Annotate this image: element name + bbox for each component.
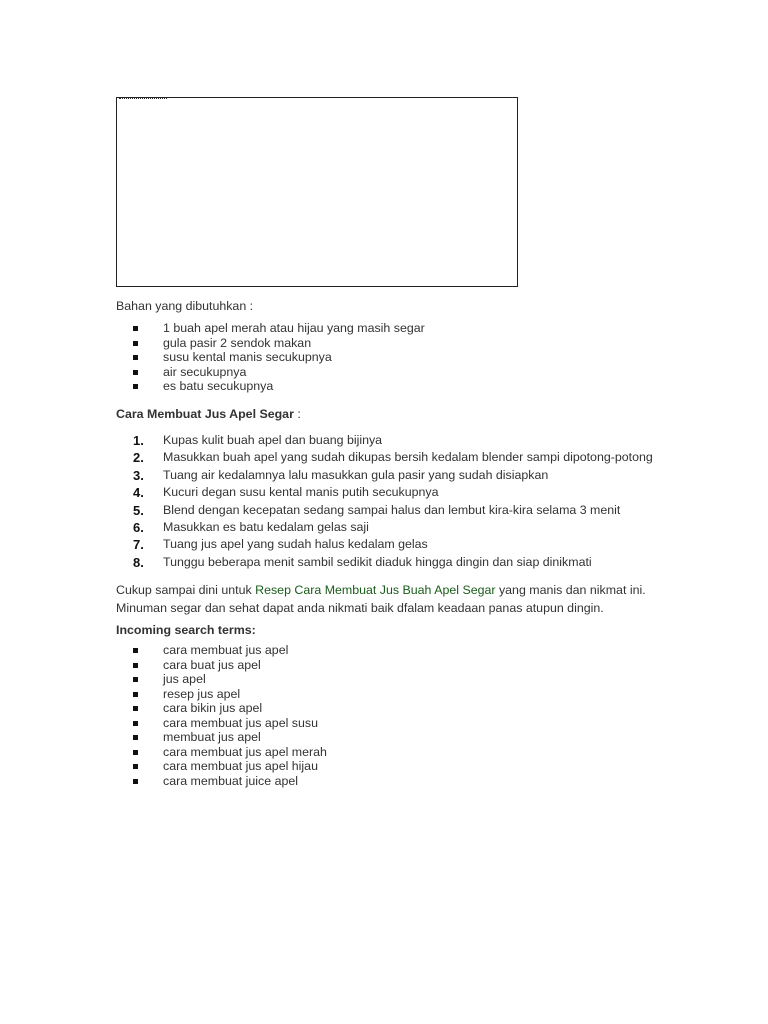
list-item <box>116 716 696 731</box>
step-text: Tuang jus apel yang sudah halus kedalam gelas <box>163 537 428 552</box>
square-bullet-icon <box>133 706 138 711</box>
method-title-suffix: : <box>293 407 301 421</box>
square-bullet-icon <box>133 355 138 360</box>
ingredient-text: air secukupnya <box>163 364 247 379</box>
search-terms-list <box>116 643 696 788</box>
step-text: Blend dengan kecepatan sedang sampai halus dan lembut kira-kira selama 3 menit <box>163 502 621 517</box>
square-bullet-icon <box>133 677 138 682</box>
list-item <box>116 658 696 673</box>
list-item <box>116 730 696 745</box>
broken-image-placeholder <box>116 97 518 287</box>
list-item <box>116 554 696 571</box>
square-bullet-icon <box>133 779 138 784</box>
step-number: 2. <box>133 450 144 466</box>
closing-paragraph <box>116 581 676 617</box>
search-term-text: cara bikin jus apel <box>163 701 263 715</box>
step-text: Masukkan buah apel yang sudah dikupas bersih kedalam blender sampi dipotong-potong <box>163 450 653 465</box>
list-item <box>116 759 696 774</box>
list-item <box>116 379 696 394</box>
step-text: Kucuri degan susu kental manis putih secukupnya <box>163 485 439 500</box>
search-term-text: cara membuat jus apel hijau <box>163 759 318 773</box>
step-text: Tuang air kedalamnya lalu masukkan gula pasir yang sudah disiapkan <box>163 467 549 482</box>
square-bullet-icon <box>133 384 138 389</box>
method-heading <box>116 406 696 422</box>
step-text: Tunggu beberapa menit sambil sedikit diaduk hingga dingin dan siap dinikmati <box>163 554 592 569</box>
square-bullet-icon <box>133 370 138 375</box>
step-text: Masukkan es batu kedalam gelas saji <box>163 519 369 534</box>
list-item <box>116 365 696 380</box>
square-bullet-icon <box>133 764 138 769</box>
step-text: Kupas kulit buah apel dan buang bijinya <box>163 433 383 447</box>
ingredients-title: Bahan yang dibutuhkan : <box>116 299 254 313</box>
list-item <box>116 432 696 449</box>
list-item <box>116 687 696 702</box>
list-item <box>116 502 696 519</box>
step-number: 1. <box>133 433 144 448</box>
image-broken-icon <box>119 98 167 101</box>
square-bullet-icon <box>133 692 138 697</box>
step-number: 8. <box>133 554 144 570</box>
square-bullet-icon <box>133 750 138 755</box>
search-term-text: cara buat jus apel <box>163 657 261 672</box>
list-item <box>116 449 696 466</box>
step-number: 6. <box>133 519 144 535</box>
list-item <box>116 519 696 536</box>
square-bullet-icon <box>133 735 138 740</box>
list-item <box>116 701 696 716</box>
ingredient-text: susu kental manis secukupnya <box>163 350 332 364</box>
square-bullet-icon <box>133 326 138 331</box>
step-number: 4. <box>133 485 144 501</box>
ingredient-text: gula pasir 2 sendok makan <box>163 335 312 350</box>
square-bullet-icon <box>133 648 138 653</box>
search-term-text: jus apel <box>163 672 206 686</box>
recipe-link[interactable]: Resep Cara Membuat Jus Buah Apel Segar <box>255 583 496 597</box>
square-bullet-icon <box>133 721 138 726</box>
step-number: 3. <box>133 467 144 483</box>
square-bullet-icon <box>133 341 138 346</box>
list-item <box>116 321 696 336</box>
list-item <box>116 467 696 484</box>
list-item <box>116 350 696 365</box>
method-title: Cara Membuat Jus Apel Segar <box>116 407 294 421</box>
search-term-text: membuat jus apel <box>163 730 261 744</box>
list-item <box>116 536 696 553</box>
square-bullet-icon <box>133 663 138 668</box>
search-term-text: cara membuat juice apel <box>163 773 298 788</box>
search-term-text: cara membuat jus apel merah <box>163 744 327 759</box>
ingredient-text: 1 buah apel merah atau hijau yang masih segar <box>163 321 425 335</box>
search-term-text: cara membuat jus apel <box>163 643 289 657</box>
list-item <box>116 672 696 687</box>
closing-prefix: Cukup sampai dini untuk <box>116 583 256 597</box>
search-terms-heading: Incoming search terms: <box>116 623 256 637</box>
list-item <box>116 643 696 658</box>
steps-list <box>116 432 696 571</box>
list-item <box>116 774 696 789</box>
list-item <box>116 745 696 760</box>
ingredient-text: es batu secukupnya <box>163 379 274 393</box>
search-term-text: cara membuat jus apel susu <box>163 715 318 730</box>
list-item <box>116 484 696 501</box>
closing-suffix: yang manis dan nikmat ini. Minuman segar dan sehat dapat anda nikmati baik dfalam keadaan panas atupun dingin. <box>116 583 646 615</box>
search-term-text: resep jus apel <box>163 686 241 701</box>
step-number: 7. <box>133 537 144 553</box>
step-number: 5. <box>133 502 144 518</box>
list-item <box>116 336 696 351</box>
ingredients-list <box>116 321 696 394</box>
